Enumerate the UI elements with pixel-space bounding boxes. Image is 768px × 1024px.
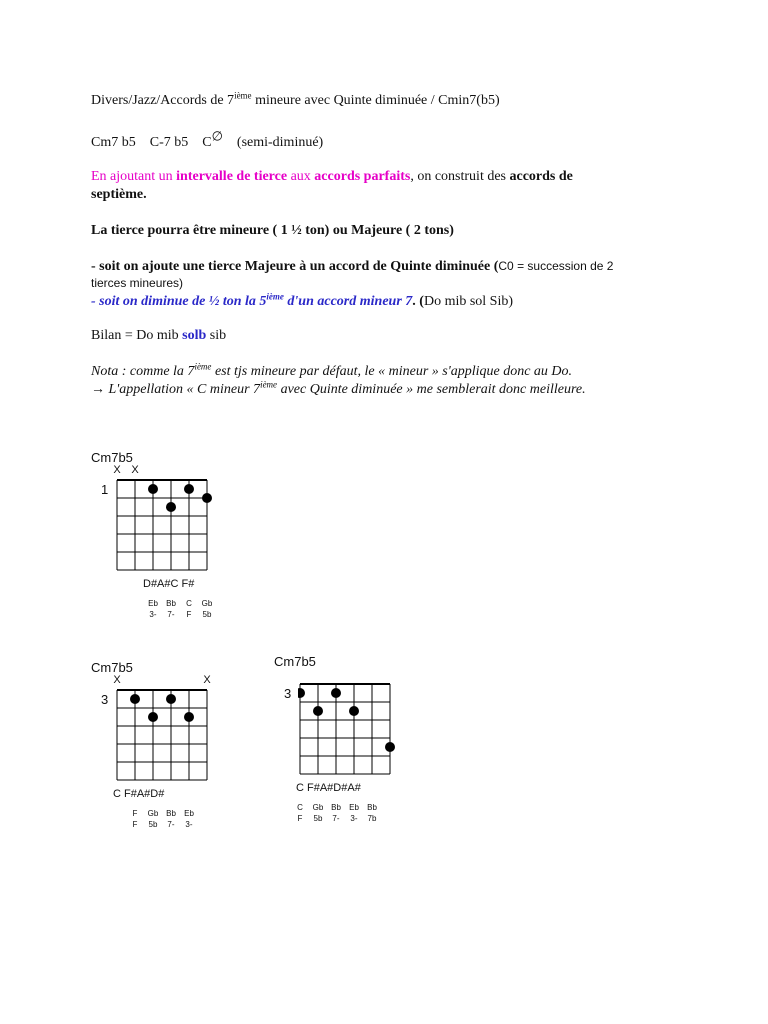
intro-text-2: aux <box>287 169 315 184</box>
interval-label: Gb 5b <box>312 803 324 823</box>
title-text: Divers/Jazz/Accords de 7 <box>91 93 235 108</box>
nota-line-1 <box>91 363 572 380</box>
interval-label: Bb 7b <box>367 803 377 823</box>
page-title <box>91 92 500 109</box>
nota-text-d: avec Quinte diminuée » me semblerait donc meilleure. <box>277 382 586 397</box>
fretboard-grid <box>115 688 217 782</box>
intro-line-1 <box>91 168 573 185</box>
half-diminished-symbol: ∅ <box>211 128 223 144</box>
chord-names <box>91 128 324 151</box>
interval-label: C F <box>297 803 303 823</box>
interval-label: F F <box>132 809 138 829</box>
intro-text-3: , on construit des <box>410 169 510 184</box>
chord-note-names: C F#A#D# <box>113 788 165 800</box>
nota-text: Nota : comme la 7 <box>91 364 195 379</box>
title-text-rest: mineure avec Quinte diminuée / Cmin7(b5) <box>251 93 500 108</box>
interval-label: Gb 5b <box>201 599 213 619</box>
chord-note-names: D#A#C F# <box>143 578 195 590</box>
finger-dot <box>385 742 395 752</box>
finger-dot <box>313 706 323 716</box>
nota-text-c: L'appellation « C mineur 7 <box>105 382 261 397</box>
fretboard-grid <box>115 478 217 572</box>
interval-label: Eb 3- <box>148 599 158 619</box>
option-2-sup: ième <box>266 291 284 302</box>
option-1-cont: tierces mineures) <box>91 276 184 290</box>
finger-dot <box>148 484 158 494</box>
nota-text-b: est tjs mineure par défaut, le « mineur » s'applique donc au Do. <box>211 364 573 379</box>
arrow-icon: → <box>91 382 105 397</box>
muted-string-mark: X <box>113 674 121 686</box>
finger-dot <box>202 493 212 503</box>
chord-name-b: C-7 b5 <box>149 135 189 150</box>
tierce-line: La tierce pourra être mineure ( 1 ½ ton) ou Majeure ( 2 tons) <box>91 223 454 238</box>
fret-number: 3 <box>284 686 292 701</box>
interval-label: Bb 7- <box>166 809 176 829</box>
finger-dot <box>166 694 176 704</box>
option-1-suffix: = succession de 2 <box>513 259 614 273</box>
bilan <box>91 327 226 344</box>
finger-dot <box>298 688 305 698</box>
bilan-sib: sib <box>206 328 227 343</box>
intro-text: En ajoutant un <box>91 169 177 184</box>
intro-interval: intervalle de tierce <box>176 169 288 184</box>
chord-diagram-name: Cm7b5 <box>91 450 133 465</box>
finger-dot <box>166 502 176 512</box>
muted-string-mark: X <box>131 464 139 476</box>
interval-label: Eb 3- <box>184 809 194 829</box>
option-1-text: - soit on ajoute une tierce Majeure à un accord de Quinte diminuée ( <box>91 259 499 274</box>
nota-sup: ième <box>194 361 212 372</box>
bilan-text: Bilan = Do mib <box>91 328 183 343</box>
option-2 <box>91 293 513 310</box>
interval-label: Gb 5b <box>147 809 159 829</box>
option-1-c0: C0 <box>498 259 514 273</box>
chord-name-c: C <box>202 135 212 150</box>
finger-dot <box>184 712 194 722</box>
muted-string-mark: X <box>113 464 121 476</box>
option-2-punct: . ( <box>412 294 424 309</box>
bilan-solb: solb <box>182 328 207 343</box>
chord-diagram-name: Cm7b5 <box>91 660 133 675</box>
option-2-text: - soit on diminue de ½ ton la 5 <box>91 294 267 309</box>
option-2-notes: Do mib sol Sib) <box>423 294 514 309</box>
nota-line-2 <box>91 381 586 398</box>
fret-number: 3 <box>101 692 109 707</box>
chord-diagram-name: Cm7b5 <box>274 654 316 669</box>
interval-label: Eb 3- <box>349 803 359 823</box>
finger-dot <box>148 712 158 722</box>
interval-label: Bb 7- <box>331 803 341 823</box>
chord-name-d: (semi-diminué) <box>236 135 324 150</box>
finger-dot <box>130 694 140 704</box>
intro-line-2: septième. <box>91 187 147 202</box>
finger-dot <box>349 706 359 716</box>
chord-name-a: Cm7 b5 <box>91 135 136 150</box>
interval-label: Bb 7- <box>166 599 176 619</box>
interval-label: C F <box>186 599 192 619</box>
fretboard-grid <box>298 682 400 776</box>
intro-accords-7: accords de <box>509 169 573 184</box>
option-1 <box>91 258 613 275</box>
title-superscript: ième <box>234 90 252 101</box>
option-2-text-b: d'un accord mineur 7 <box>283 294 413 309</box>
intro-accords: accords parfaits <box>314 169 411 184</box>
fret-number: 1 <box>101 482 109 497</box>
finger-dot <box>184 484 194 494</box>
muted-string-mark: X <box>203 674 211 686</box>
chord-note-names: C F#A#D#A# <box>296 782 361 794</box>
nota-sup-2: ième <box>260 379 278 390</box>
finger-dot <box>331 688 341 698</box>
